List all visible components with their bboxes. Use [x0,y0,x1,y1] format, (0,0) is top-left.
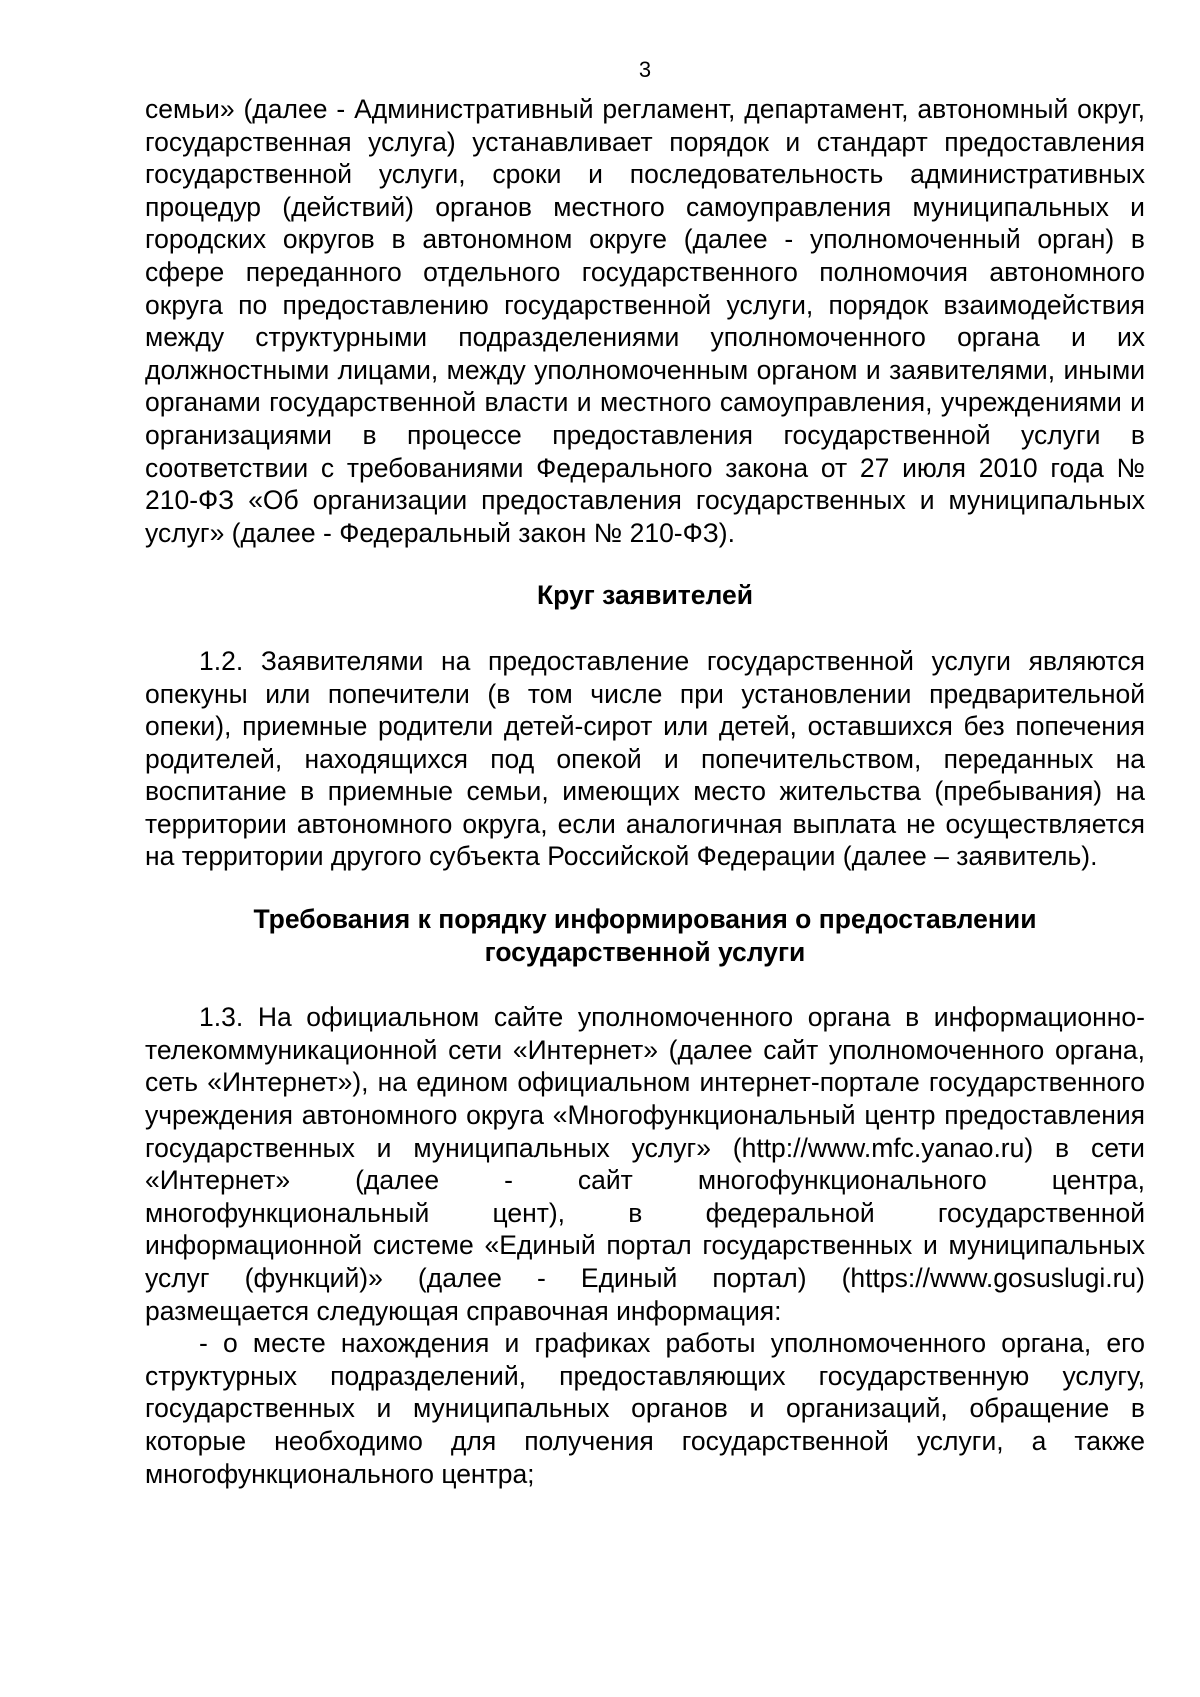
applicants-paragraph: 1.2. Заявителями на предоставление государственной услуги являются опекуны или попечители (в том числе при установлении предварительной опеки), приемные родители детей-сирот или детей, оставшихся без попечения родителей, находящихся под опекой и попечительством, переданных на воспитание в приемные семьи, имеющих место жительства (пребывания) на территории автономного округа, если аналогичная выплата не осуществляется на территории другого субъекта Российской Федерации (далее – заявитель). [145,645,1145,872]
informing-heading [145,903,1145,968]
informing-heading-line1: Требования к порядку информирования о предоставлении [253,904,1037,935]
informing-heading-line2: государственной услуги [484,936,806,967]
applicants-heading: Круг заявителей [537,580,753,611]
list-item: - о месте нахождения и графиках работы уполномоченного органа, его структурных подразделений, предоставляющих государственную услугу, государственных и муниципальных органов и организаций, обращение в которые необходимо для получения государственной услуги, а также многофункционального центра; [145,1328,1145,1489]
intro-paragraph: семьи» (далее - Административный регламент, департамент, автономный округ, государственная услуга) устанавливает порядок и стандарт предоставления государственной услуги, сроки и последовательность административных процедур (действий) органов местного самоуправления муниципальных и городских округов в автономном округе (далее - уполномоченный орган) в сфере переданного отдельного государственного полномочия автономного округа по предоставлению государственной услуги, порядок взаимодействия между структурными подразделениями уполномоченного органа и их должностными лицами, между уполномоченным органом и заявителями, иными органами государственной власти и местного самоуправления, учреждениями и организациями в процессе предоставления государственной услуги в соответствии с требованиями Федерального закона от 27 июля 2010 года № 210-ФЗ «Об организации предоставления государственных и муниципальных услуг» (далее - Федеральный закон № 210-ФЗ). [145,94,1145,548]
page-number: 3 [638,57,652,82]
document-page [145,55,1145,1490]
informing-paragraph: 1.3. На официальном сайте уполномоченного органа в информационно-телекоммуникационной сети «Интернет» (далее сайт уполномоченного органа, сеть «Интернет»), на едином официальном интернет-портале государственного учреждения автономного округа «Многофункциональный центр предоставления государственных и муниципальных услуг» (http://www.mfc.yanao.ru) в сети «Интернет» (далее - сайт многофункционального центра, многофункциональный цент), в федеральной государственной информационной системе «Единый портал государственных и муниципальных услуг (функций)» (далее - Единый портал) (https://www.gosuslugi.ru) размещается следующая справочная информация: [145,1002,1145,1326]
